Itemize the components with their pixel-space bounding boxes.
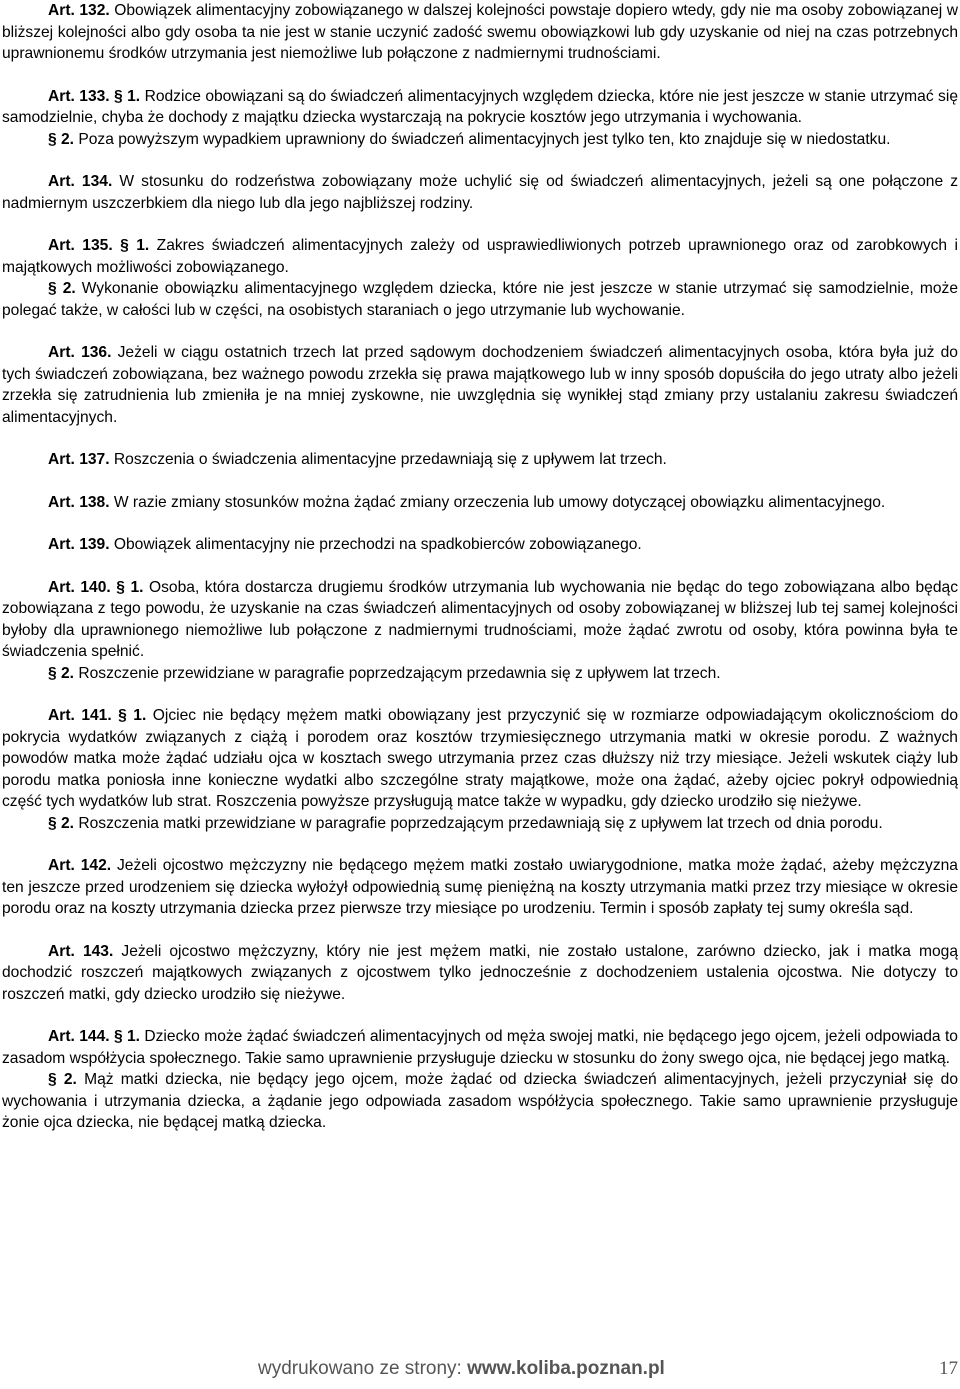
article-paragraph — [2, 855, 958, 920]
paragraph-text: Zakres świadczeń alimentacyjnych zależy od usprawiedliwionych potrzeb uprawnionego oraz od zarobkowych i majątkowych możliwości zobowiązanego. — [2, 237, 958, 276]
paragraph-number: § 1. — [109, 1028, 140, 1045]
paragraph-text: Obowiązek alimentacyjny zobowiązanego w dalszej kolejności powstaje dopiero wtedy, gdy nie ma osoby zobowiązanej w bliższej kolejności albo gdy osoba ta nie jest w stanie uczynić zadość swemu obowiązkowi lub gdy uzyskanie od niej na czas potrzebnych uprawnionemu środków utrzymania jest niemożliwe lub połączone z nadmiernymi trudnościami. — [2, 2, 958, 62]
article — [2, 86, 958, 151]
footer-text — [258, 1358, 665, 1380]
article-paragraph — [2, 813, 958, 835]
article — [2, 941, 958, 1006]
article — [2, 449, 958, 471]
article — [2, 492, 958, 514]
article-paragraph — [2, 577, 958, 663]
paragraph-text: Roszczenia matki przewidziane w paragrafie poprzedzającym przedawniają się z upływem lat trzech od dnia porodu. — [74, 814, 883, 832]
paragraph-number: § 2. — [48, 130, 75, 148]
article — [2, 342, 958, 428]
article-number: Art. 137. — [48, 451, 110, 468]
page-number: 17 — [939, 1358, 958, 1379]
article-paragraph — [2, 941, 958, 1006]
article — [2, 235, 958, 321]
article-number: Art. 132. — [48, 2, 110, 19]
article-number: Art. 138. — [48, 493, 110, 511]
article-paragraph — [2, 342, 958, 428]
article-number: Art. 134. — [48, 173, 113, 190]
article-spacer — [2, 684, 958, 705]
article-spacer — [2, 556, 958, 577]
paragraph-text: Jeżeli ojcostwo mężczyzny nie będącego mężem matki zostało uwiarygodnione, matka może żądać, ażeby mężczyzna ten jeszcze przed urodzeniem się dziecka wyłożył odpowiednią sumę pieniężną na koszty utrzymania matki przez trzy miesiące w okresie porodu oraz na koszty utrzymania dziecka przez pierwsze trzy miesiące po urodzeniu. Termin i sposób zapłaty tej sumy określa sąd. — [2, 857, 958, 917]
article-number: Art. 141. — [48, 707, 112, 724]
article — [2, 705, 958, 834]
paragraph-number: § 2. — [48, 664, 75, 682]
article-number: Art. 133. — [48, 87, 110, 105]
article — [2, 1026, 958, 1134]
article — [2, 577, 958, 685]
paragraph-number: § 1. — [109, 87, 141, 105]
article — [2, 171, 958, 214]
article-spacer — [2, 150, 958, 171]
document-page — [2, 0, 958, 1134]
paragraph-text: Ojciec nie będący mężem matki obowiązany jest przyczynić się w rozmiarze odpowiadającym okolicznościom do pokrycia wydatków związanych z ciążą i porodem oraz kosztów trzymiesięcznego utrzymania matki w okresie porodu. Z ważnych powodów matka może żądać udziału ojca w kosztach swego utrzymania przez czas dłuższy niż trzy miesiące. Jeżeli wskutek ciąży lub porodu matka poniosła inne konieczne wydatki albo szczególne straty majątkowe, może ona żądać, ażeby ojciec pokrył odpowiednią część tych wydatków lub strat. Roszczenia powyższe przysługują matce także w wypadku, gdy dziecko urodziło się nieżywe. — [2, 707, 958, 810]
paragraph-text: W stosunku do rodzeństwa zobowiązany może uchylić się od świadczeń alimentacyjnych, jeżeli są one połączone z nadmiernym uszczerbkiem dla niego lub dla jego najbliższej rodziny. — [2, 173, 958, 212]
article-paragraph — [2, 1069, 958, 1134]
paragraph-text: Roszczenia o świadczenia alimentacyjne przedawniają się z upływem lat trzech. — [109, 451, 667, 468]
page-footer — [0, 1358, 958, 1384]
article-spacer — [2, 471, 958, 492]
paragraph-text: Jeżeli ojcostwo mężczyzny, który nie jest mężem matki, nie zostało ustalone, zarówno dziecko, jak i matka mogą dochodzić roszczeń majątkowych związanych z ojcostwem tylko jednocześnie z dochodzeniem ustalenia ojcostwa. Nie dotyczy to roszczeń matki, gdy dziecko urodziło się nieżywe. — [2, 942, 958, 1003]
paragraph-text: Mąż matki dziecka, nie będący jego ojcem, może żądać od dziecka świadczeń alimentacyjnych, jeżeli przyczyniał się do wychowania i utrzymania dziecka, a żądanie jego odpowiada zasadom współżycia społecznego. Takie samo uprawnienie przysługuje żonie ojca dziecka, nie będącej matką dziecka. — [2, 1071, 958, 1131]
article — [2, 855, 958, 920]
article-number: Art. 135. — [48, 237, 113, 254]
paragraph-number: § 1. — [112, 237, 150, 254]
paragraph-text: Rodzice obowiązani są do świadczeń alimentacyjnych względem dziecka, które nie jest jeszcze w stanie utrzymać się samodzielnie, chyba że dochody z majątku dziecka wystarczają na pokrycie kosztów jego utrzymania i wychowania. — [2, 87, 958, 126]
article-paragraph — [2, 705, 958, 813]
article-number: Art. 139. — [48, 536, 110, 553]
article-number: Art. 144. — [48, 1028, 110, 1045]
paragraph-number: § 2. — [48, 1071, 77, 1088]
article-paragraph — [2, 86, 958, 129]
article — [2, 534, 958, 556]
article-paragraph — [2, 171, 958, 214]
article-spacer — [2, 428, 958, 449]
article-paragraph — [2, 129, 958, 151]
article-paragraph — [2, 235, 958, 278]
article-paragraph — [2, 278, 958, 321]
paragraph-number: § 1. — [111, 707, 147, 724]
article-paragraph — [2, 492, 958, 514]
article-number: Art. 142. — [48, 857, 112, 874]
article-spacer — [2, 214, 958, 235]
article-spacer — [2, 65, 958, 86]
paragraph-number: § 2. — [48, 814, 75, 832]
article-number: Art. 143. — [48, 942, 114, 960]
footer-prefix: wydrukowano ze strony: — [258, 1358, 468, 1379]
article — [2, 0, 958, 65]
paragraph-text: Osoba, która dostarcza drugiemu środków utrzymania lub wychowania nie będąc do tego zobowiązana albo będąc zobowiązana z tego powodu, że uzyskanie na czas świadczeń alimentacyjnych od osoby zobowiązanej w bliższej lub tej samej kolejności byłoby dla uprawnionego niemożliwe lub połączone z nadmiernymi trudnościami, może żądać zwrotu od osoby, która powinna była te świadczenia spełnić. — [2, 578, 958, 660]
paragraph-text: Poza powyższym wypadkiem uprawniony do świadczeń alimentacyjnych jest tylko ten, kto znajduje się w niedostatku. — [74, 130, 891, 148]
paragraph-number: § 2. — [48, 280, 76, 297]
article-paragraph — [2, 534, 958, 556]
article-paragraph — [2, 449, 958, 471]
article-number: Art. 136. — [48, 344, 112, 361]
article-spacer — [2, 321, 958, 342]
article-spacer — [2, 834, 958, 855]
paragraph-text: Obowiązek alimentacyjny nie przechodzi na spadkobierców zobowiązanego. — [109, 536, 642, 553]
paragraph-text: Wykonanie obowiązku alimentacyjnego względem dziecka, które nie jest jeszcze w stanie utrzymać się samodzielnie, może polegać także, w całości lub w części, na osobistych staraniach o jego utrzymanie lub wychowanie. — [2, 280, 958, 319]
article-spacer — [2, 513, 958, 534]
article-number: Art. 140. — [48, 578, 111, 596]
article-spacer — [2, 920, 958, 941]
paragraph-number: § 1. — [110, 578, 144, 596]
paragraph-text: Roszczenie przewidziane w paragrafie poprzedzającym przedawnia się z upływem lat trzech. — [74, 664, 721, 682]
paragraph-text: W razie zmiany stosunków można żądać zmiany orzeczenia lub umowy dotyczącej obowiązku alimentacyjnego. — [109, 493, 886, 511]
article-paragraph — [2, 663, 958, 685]
footer-site-link[interactable]: www.koliba.poznan.pl — [467, 1358, 665, 1379]
paragraph-text: Jeżeli w ciągu ostatnich trzech lat przed sądowym dochodzeniem świadczeń alimentacyjnych osoba, która była już do tych świadczeń zobowiązana, bez ważnego powodu zrzekła się prawa majątkowego lub w inny sposób dopuściła do jego utraty albo jeżeli zrzekła się zatrudnienia lub zmieniła je na mniej zyskowne, nie uwzględnia się wynikłej stąd zmiany przy ustalaniu zakresu świadczeń alimentacyjnych. — [2, 344, 958, 426]
article-paragraph — [2, 0, 958, 65]
article-spacer — [2, 1005, 958, 1026]
article-paragraph — [2, 1026, 958, 1069]
paragraph-text: Dziecko może żądać świadczeń alimentacyjnych od męża swojej matki, nie będącego jego ojcem, jeżeli odpowiada to zasadom współżycia społecznego. Takie samo uprawnienie przysługuje dziecku w stosunku do żony swego ojca, nie będącej jego matką. — [2, 1028, 958, 1067]
